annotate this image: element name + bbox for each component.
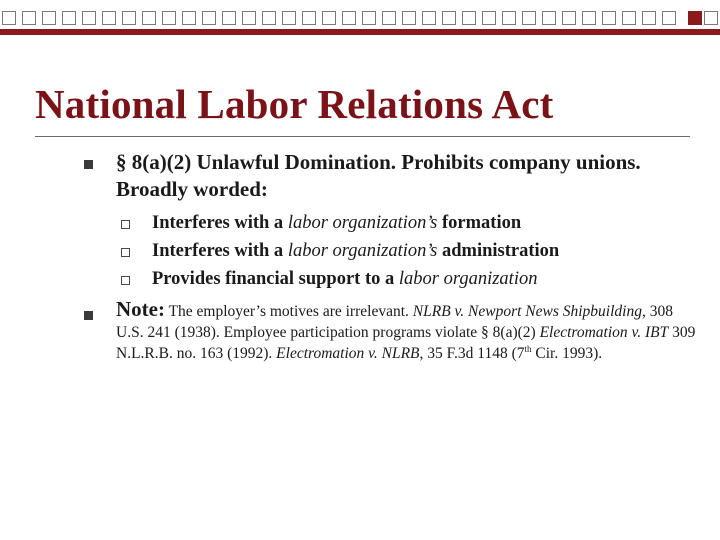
sub-item: Interferes with a labor organization’s formation [152, 213, 522, 233]
top-decorative-strip [0, 0, 720, 36]
hollow-square-bullet-icon [121, 276, 130, 285]
deco-square [542, 11, 556, 25]
hollow-square-bullet-icon [121, 248, 130, 257]
square-bullet-icon [84, 160, 93, 169]
deco-square [662, 11, 676, 25]
deco-square [622, 11, 636, 25]
deco-square-accent [688, 11, 702, 25]
deco-square [362, 11, 376, 25]
deco-square [402, 11, 416, 25]
deco-square [142, 11, 156, 25]
deco-square [202, 11, 216, 25]
deco-square [442, 11, 456, 25]
deco-square [502, 11, 516, 25]
deco-square [482, 11, 496, 25]
bullet-text-section-8a2: § 8(a)(2) Unlawful Domination. Prohibits company unions. Broadly worded: [116, 150, 641, 201]
hollow-square-bullet-icon [121, 220, 130, 229]
deco-square [102, 11, 116, 25]
deco-square [522, 11, 536, 25]
deco-square [222, 11, 236, 25]
deco-square [602, 11, 616, 25]
deco-square [302, 11, 316, 25]
slide-title: National Labor Relations Act [35, 81, 554, 127]
deco-square [582, 11, 596, 25]
deco-square [704, 11, 718, 25]
deco-square [382, 11, 396, 25]
deco-square [262, 11, 276, 25]
deco-square [642, 11, 656, 25]
deco-square [342, 11, 356, 25]
deco-square [122, 11, 136, 25]
deco-square [562, 11, 576, 25]
title-divider [35, 136, 690, 137]
deco-square [2, 11, 16, 25]
deco-square [182, 11, 196, 25]
deco-square [62, 11, 76, 25]
deco-square [22, 11, 36, 25]
deco-square [42, 11, 56, 25]
deco-square [242, 11, 256, 25]
deco-square [422, 11, 436, 25]
deco-square [162, 11, 176, 25]
deco-square [82, 11, 96, 25]
deco-square [282, 11, 296, 25]
sub-item: Provides financial support to a labor organization [152, 269, 538, 289]
sub-item: Interferes with a labor organization’s administration [152, 241, 560, 261]
accent-bar [0, 29, 720, 35]
deco-square [322, 11, 336, 25]
note-paragraph: Note: The employer’s motives are irrelevant. NLRB v. Newport News Shipbuilding, 308 U.S. 241 (1938). Employee participation programs violate § 8(a)(2) Electromation v. IBT 309 N.L.R.B. no. 163 (1992). Electromation v. NLRB, 35 F.3d 1148 (7th Cir. 1993). [116, 297, 696, 362]
square-bullet-icon [84, 311, 93, 320]
deco-square [462, 11, 476, 25]
